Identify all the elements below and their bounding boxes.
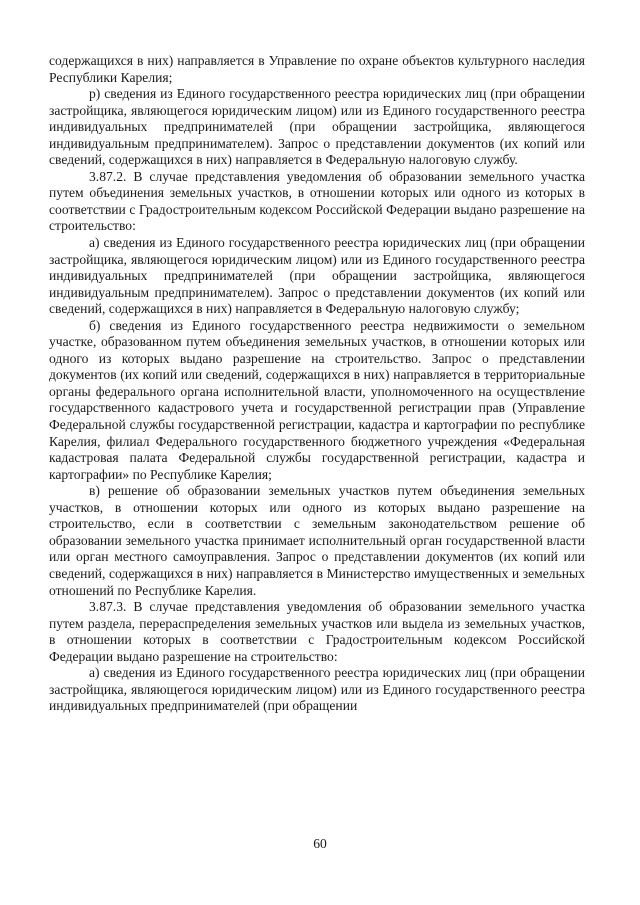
paragraph-item-b: б) сведения из Единого государственного реестра недвижимости о земельном участке, образованном путем объединения земельных участков, в отношении которых или одного из которых выдано разрешение на строительство. Запрос о представлении документов (их копий или сведений, содержащихся в них) направляется в территориальные органы федерального органа исполнительной власти, уполномоченного на осуществление государственного кадастрового учета и государственной регистрации прав (Управление Федеральной службы государственной регистрации, кадастра и картографии по республике Карелия, филиал Федерального государственного бюджетного учреждения «Федеральная кадастровая палата Федеральной службы государственной регистрации, кадастра и картографии» по Республике Карелия; xyxy=(49,317,585,482)
paragraph-section-3-87-3: 3.87.3. В случае представления уведомления об образовании земельного участка путем раздела, перераспределения земельных участков или выдела из земельных участков, в отношении которых в соответствии с Градостроительным кодексом Российской Федерации выдано разрешение на строительство: xyxy=(49,599,585,664)
page-number: 60 xyxy=(313,836,327,851)
paragraph-continuation: содержащихся в них) направляется в Управление по охране объектов культурного наследия Республики Карелия; xyxy=(49,53,585,85)
paragraph-item-a-2: а) сведения из Единого государственного реестра юридических лиц (при обращении застройщика, являющегося юридическим лицом) или из Единого государственного реестра индивидуальных предпринимателей (при обращении xyxy=(49,665,585,714)
paragraph-item-a: а) сведения из Единого государственного реестра юридических лиц (при обращении застройщика, являющегося юридическим лицом) или из Единого государственного реестра индивидуальных предпринимателей (при обращении застройщика, являющегося индивидуальным предпринимателем). Запрос о представлении документов (их копий или сведений, содержащихся в них) направляется в Федеральную налоговую службу; xyxy=(49,235,585,317)
document-body xyxy=(49,53,585,715)
paragraph-section-3-87-2: 3.87.2. В случае представления уведомления об образовании земельного участка путем объединения земельных участков, в отношении которых или одного из которых в соответствии с Градостроительным кодексом Российской Федерации выдано разрешение на строительство: xyxy=(49,168,585,234)
paragraph-item-r: р) сведения из Единого государственного реестра юридических лиц (при обращении застройщика, являющегося юридическим лицом) или из Единого государственного реестра индивидуальных предпринимателей (при обращении застройщика, являющегося индивидуальным предпринимателем). Запрос о представлении документов (их копий или сведений, содержащихся в них) направляется в Федеральную налоговую службу. xyxy=(49,86,585,168)
paragraph-item-v: в) решение об образовании земельных участков путем объединения земельных участков, в отношении которых или одного из которых выдано разрешение на строительство, если в соответствии с земельным законодательством решение об образовании земельного участка принимает исполнительный орган государственной власти или орган местного самоуправления. Запрос о представлении документов (их копий или сведений, содержащихся в них) направляется в Министерство имущественных и земельных отношений по Республике Карелия. xyxy=(49,483,585,598)
